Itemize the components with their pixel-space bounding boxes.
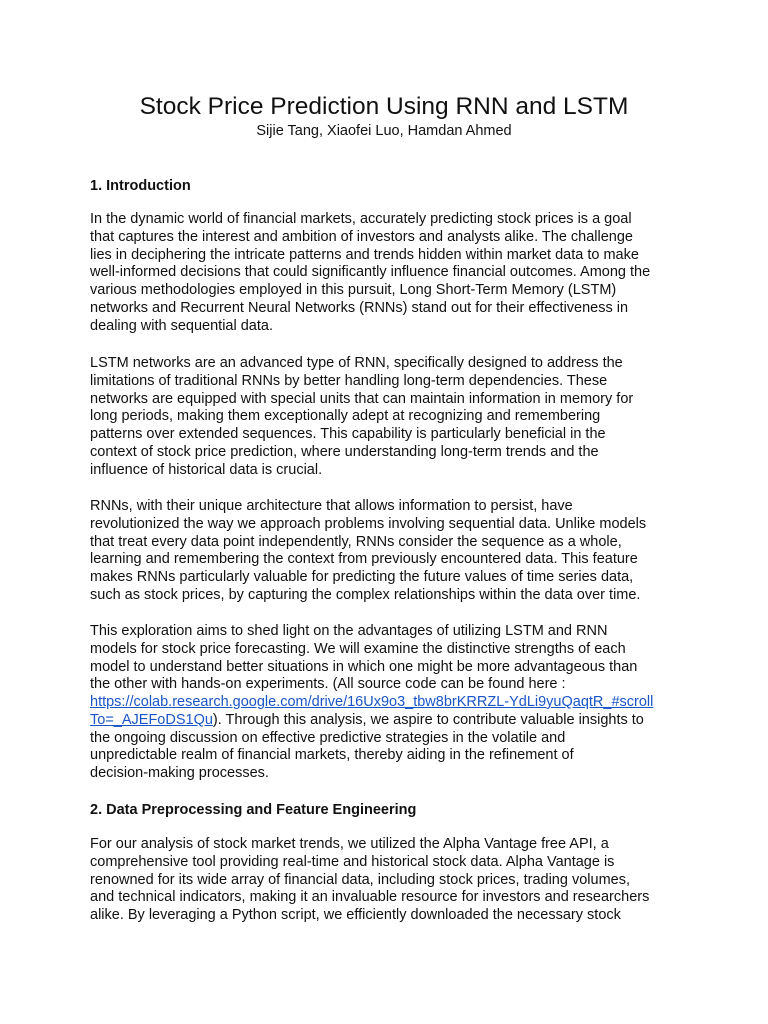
text-line: model to understand better situations in which one might be more advantageous than	[90, 658, 638, 675]
text-line: comprehensive tool providing real-time and historical stock data. Alpha Vantage is	[90, 853, 615, 870]
text-line: unpredictable realm of financial markets, thereby aiding in the refinement of	[90, 747, 574, 764]
intro-paragraph-1	[90, 211, 680, 335]
intro-paragraph-3	[90, 498, 680, 605]
text-line: learning and remembering the context from previously encountered data. This feature	[90, 551, 638, 568]
text-line: that treat every data point independently, RNNs consider the sequence as a whole,	[90, 533, 622, 550]
text-line: RNNs, with their unique architecture that allows information to persist, have	[90, 498, 573, 514]
text-line: and technical indicators, making it an invaluable resource for investors and researchers	[90, 889, 650, 906]
text-line: This exploration aims to shed light on the advantages of utilizing LSTM and RNN	[90, 623, 608, 639]
text-line: decision-making processes.	[90, 765, 269, 781]
text-line: LSTM networks are an advanced type of RNN, specifically designed to address the	[90, 355, 623, 371]
text-line	[90, 694, 680, 712]
text-line: various methodologies employed in this pursuit, Long Short-Term Memory (LSTM)	[90, 282, 617, 298]
source-code-link[interactable]: https://colab.research.google.com/drive/16Ux9o3_tbw8brKRRZL-YdLi9yuQaqtR_#scroll	[90, 694, 654, 710]
text-line: lies in deciphering the intricate patterns and trends hidden within market data to make	[90, 246, 639, 263]
text-line: long periods, making them exceptionally adept at recognizing and remembering	[90, 408, 601, 425]
text-line	[90, 712, 680, 730]
text-line: that captures the interest and ambition of investors and analysts alike. The challenge	[90, 228, 633, 245]
text-line: renowned for its wide array of financial data, including stock prices, trading volumes,	[90, 871, 630, 888]
paper-title: Stock Price Prediction Using RNN and LSTM	[139, 93, 629, 120]
text-line: limitations of traditional RNNs by better handling long-term dependencies. These	[90, 372, 608, 389]
text-after-link: ). Through this analysis, we aspire to contribute valuable insights to	[212, 711, 644, 728]
source-code-link-continued[interactable]: To=_AJEFoDS1Qu	[90, 711, 213, 728]
text-line: For our analysis of stock market trends, we utilized the Alpha Vantage free API, a	[90, 836, 609, 852]
data-paragraph-1	[90, 836, 680, 925]
text-line: dealing with sequential data.	[90, 317, 273, 334]
intro-paragraph-4	[90, 623, 680, 783]
text-line: such as stock prices, by capturing the complex relationships within the data over time.	[90, 586, 641, 603]
text-line: In the dynamic world of financial markets, accurately predicting stock prices is a goal	[90, 211, 632, 227]
text-line: alike. By leveraging a Python script, we efficiently downloaded the necessary stock	[90, 907, 621, 923]
section-heading-data-preprocessing: 2. Data Preprocessing and Feature Engineering	[90, 802, 417, 818]
text-line: models for stock price forecasting. We will examine the distinctive strengths of each	[90, 640, 626, 657]
text-line: the ongoing discussion on effective predictive strategies in the volatile and	[90, 729, 566, 746]
text-line: influence of historical data is crucial.	[90, 461, 323, 478]
text-line: networks are equipped with special units that can maintain information in memory for	[90, 390, 634, 407]
text-line: patterns over extended sequences. This capability is particularly beneficial in the	[90, 426, 606, 442]
text-line: context of stock price prediction, where understanding long-term trends and the	[90, 443, 599, 460]
section-heading-introduction: 1. Introduction	[90, 178, 191, 194]
paper-authors: Sijie Tang, Xiaofei Luo, Hamdan Ahmed	[256, 123, 512, 139]
text-line: well-informed decisions that could significantly influence financial outcomes. Among the	[90, 264, 651, 281]
text-line: the other with hands-on experiments. (All source code can be found here :	[90, 676, 566, 693]
intro-paragraph-2	[90, 355, 680, 479]
text-line: makes RNNs particularly valuable for predicting the future values of time series data,	[90, 569, 634, 585]
text-line: networks and Recurrent Neural Networks (RNNs) stand out for their effectiveness in	[90, 299, 629, 316]
text-line: revolutionized the way we approach problems involving sequential data. Unlike models	[90, 515, 647, 532]
